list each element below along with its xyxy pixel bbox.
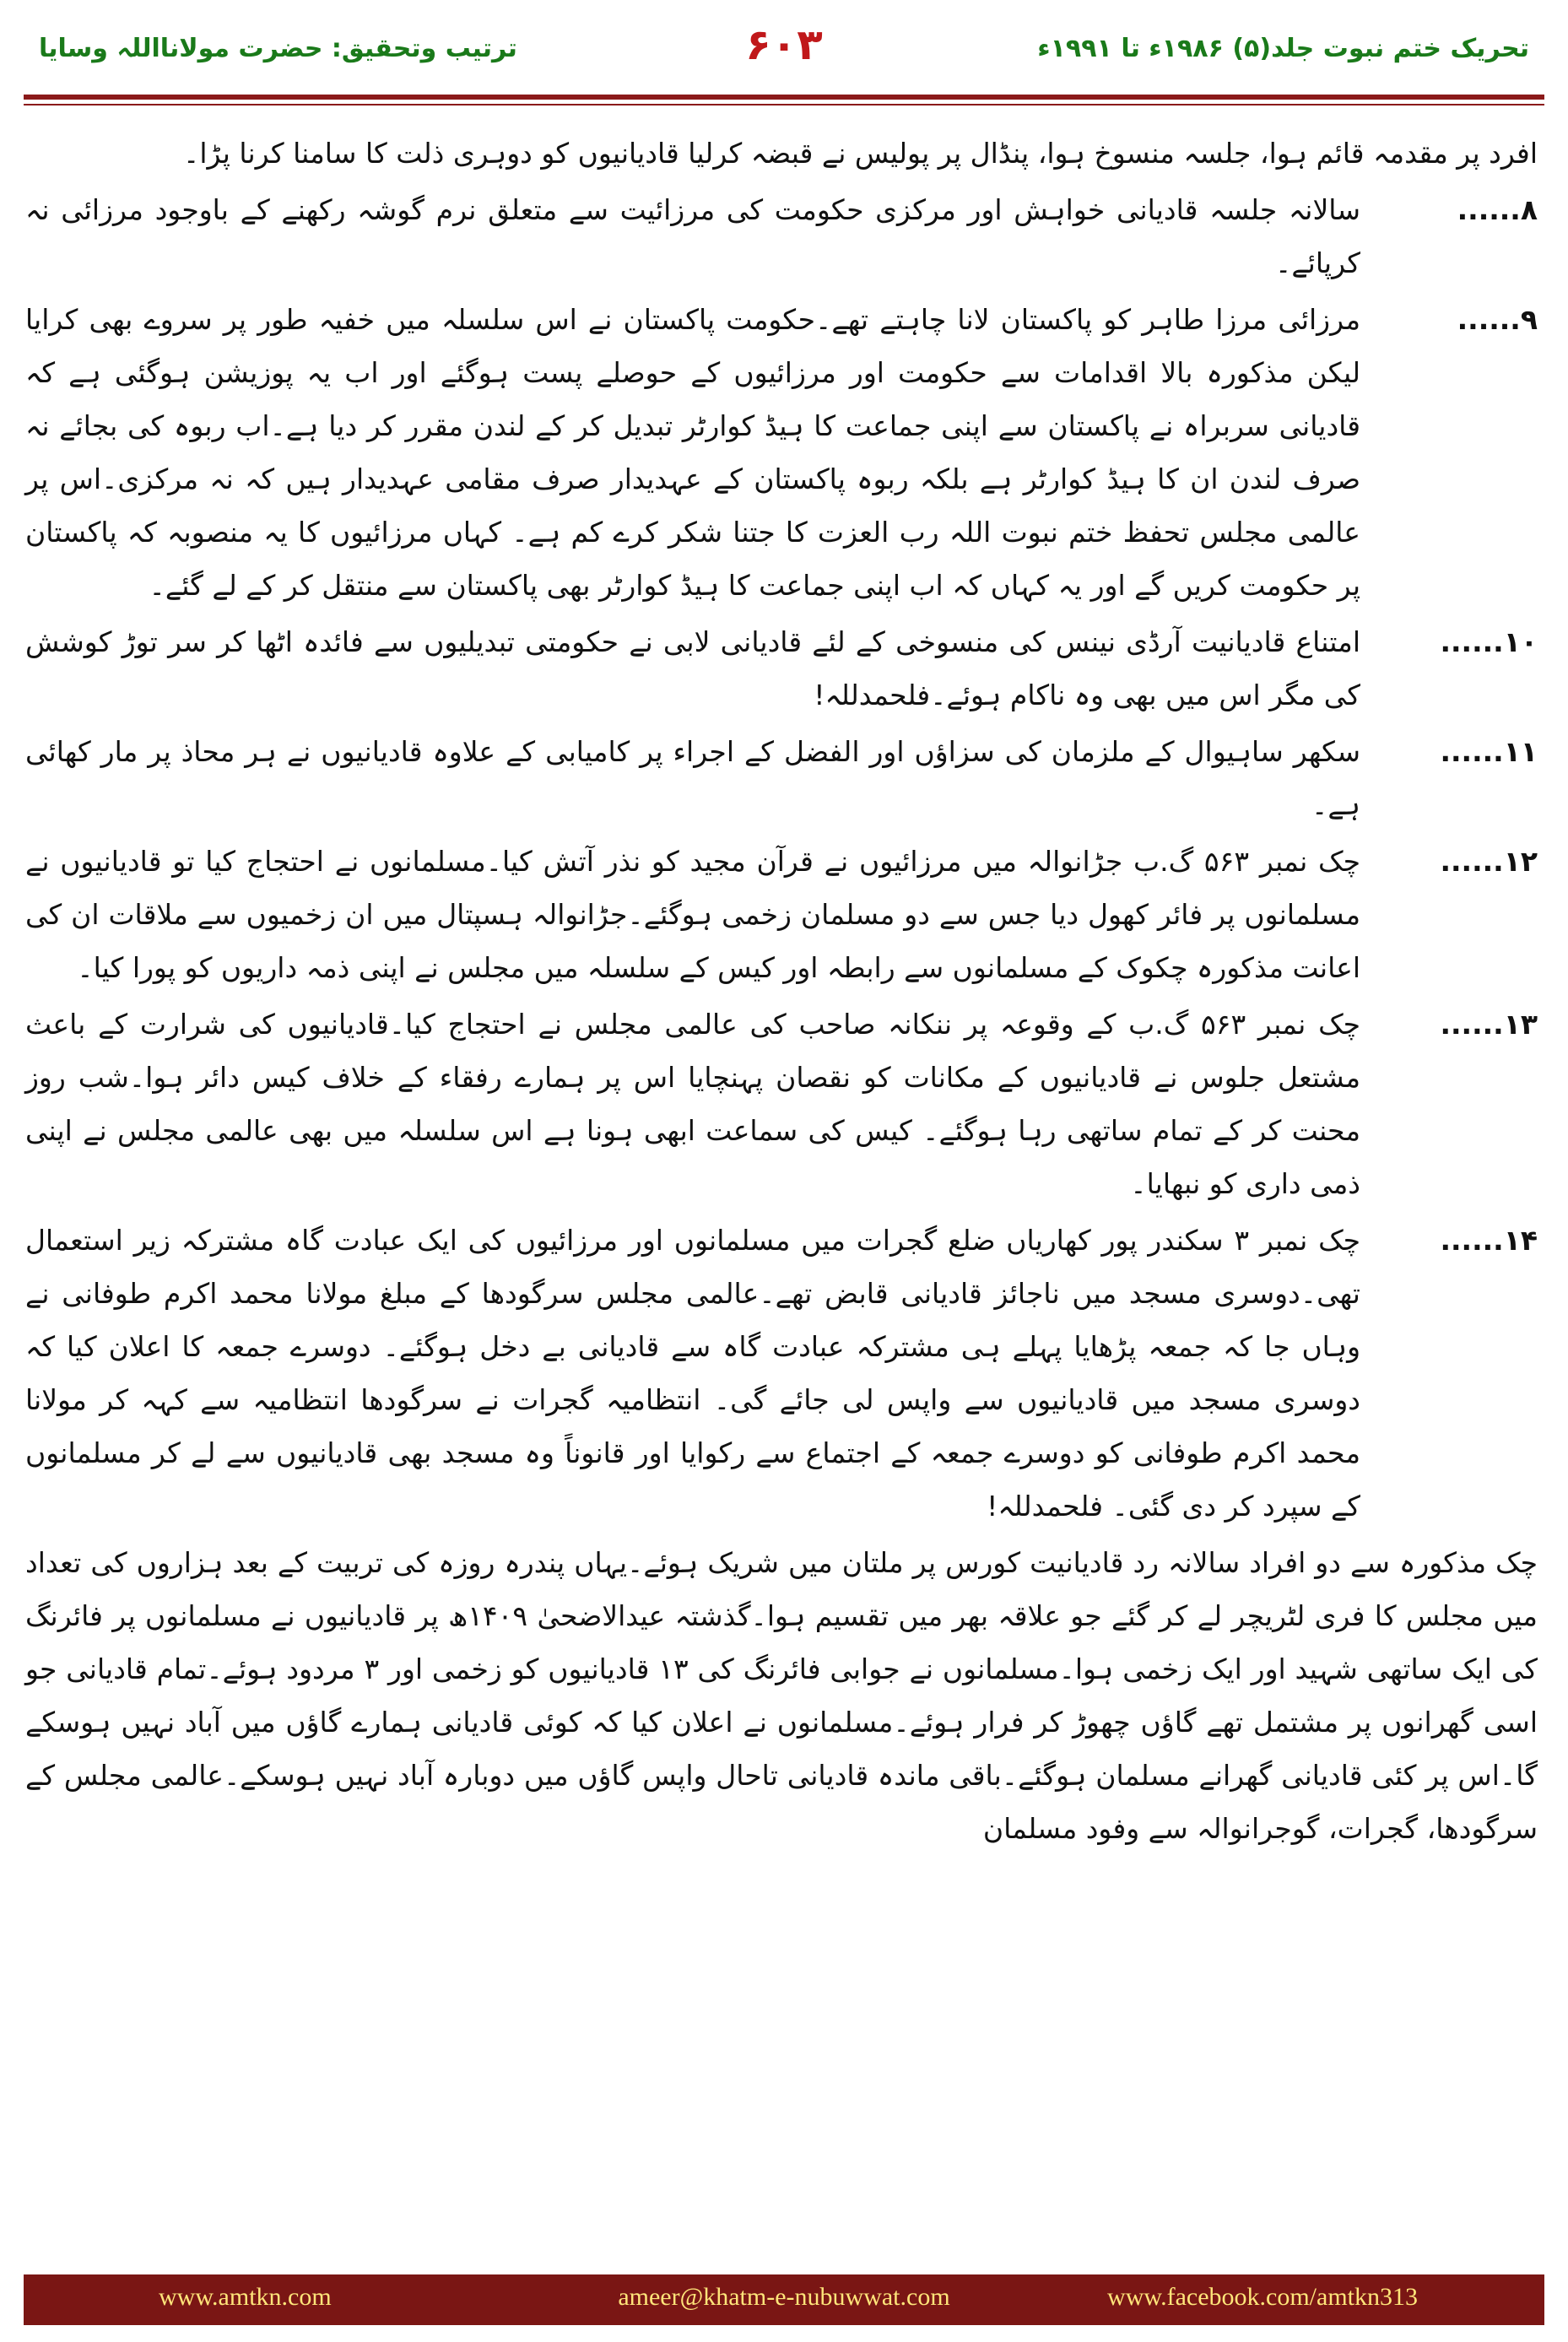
list-item-13 [25, 998, 1538, 1210]
paragraph-text: چک نمبر ۳ سکندر پور کھاریاں ضلع گجرات میں مسلمانوں اور مرزائیوں کی ایک عبادت گاہ مشترکہ زیر استعمال تھی۔دوسری مسجد میں ناجائز قادیانی قابض تھے۔عالمی مجلس سرگودھا کے مبلغ مولانا محمد اکرم طوفانی نے وہاں جا کہ جمعہ پڑھایا پہلے ہی مشترکہ عبادت گاہ سے قادیانی بے دخل ہوگئے۔ دوسرے جمعہ کا اعلان کیا کہ دوسری مسجد میں قادیانیوں سے واپس لی جائے گی۔ انتظامیہ گجرات نے سرگودھا انتظامیہ سے کہہ کر مولانا محمد اکرم طوفانی کو دوسرے جمعہ کے اجتماع سے رکوایا اور قانوناً وہ مسجد بھی قادیانیوں سے لے کر مسلمانوں کے سپرد کر دی گئی۔ فلحمدللہ! [25, 1224, 1360, 1523]
list-item-8 [25, 183, 1538, 289]
paragraph-text: چک نمبر ۵۶۳ گ.ب کے وقوعہ پر ننکانہ صاحب کی عالمی مجلس نے احتجاج کیا۔قادیانیوں کی شرارت کے باعث مشتعل جلوس نے قادیانیوں کے مکانات کو نقصان پہنچایا اس پر ہمارے رفقاء کے خلاف کیس دائر ہوا۔شب روز محنت کر کے تمام ساتھی رہا ہوگئے۔ کیس کی سماعت ابھی ہونا ہے اس سلسلہ میں بھی عالمی مجلس نے اپنی ذمی داری کو نبھایا۔ [25, 1008, 1361, 1200]
compiler-credit: ترتیب وتحقیق: حضرت مولانااللہ وسایا [39, 34, 517, 63]
paragraph-text: سکھر ساہیوال کے ملزمان کی سزاؤں اور الفضل کے اجراء پر کامیابی کے علاوہ قادیانیوں نے ہر محاذ پر مار کھائی ہے۔ [25, 735, 1360, 821]
paragraph-closing [25, 1536, 1538, 1855]
list-item-11 [25, 725, 1538, 831]
book-title: تحریک ختم نبوت جلد(۵) ۱۹۸۶ء تا ۱۹۹۱ء [1037, 34, 1529, 63]
item-number: ۱۱...... [1440, 735, 1538, 768]
item-number: ۸...... [1457, 193, 1538, 226]
paragraph-text: افرد پر مقدمہ قائم ہوا، جلسہ منسوخ ہوا، پنڈال پر پولیس نے قبضہ کرلیا قادیانیوں کو دوہری ذلت کا سامنا کرنا پڑا۔ [183, 137, 1538, 170]
list-item-14 [25, 1214, 1538, 1533]
page-footer [24, 2274, 1544, 2325]
paragraph-text: مرزائی مرزا طاہر کو پاکستان لانا چاہتے تھے۔حکومت پاکستان نے اس سلسلہ میں خفیہ طور پر سروے بھی کرایا لیکن مذکورہ بالا اقدامات سے حکومت اور مرزائیوں کے حوصلے پست ہوگئے اور اب یہ پوزیشن ہوگئی ہے کہ قادیانی سربراہ نے پاکستان سے اپنی جماعت کا ہیڈ کوارٹر تبدیل کر کے لندن مقرر کر دیا ہے۔اب ربوہ کی بجائے نہ صرف لندن ان کا ہیڈ کوارٹر ہے بلکہ ربوہ پاکستان کے عہدیدار صرف مقامی عہدیدار ہیں کہ نہ مرکزی۔اس پر عالمی مجلس تحفظ ختم نبوت اللہ رب العزت کا جتنا شکر کرے کم ہے۔ کہاں مرزائیوں کا یہ منصوبہ کہ پاکستان پر حکومت کریں گے اور یہ کہاں کہ اب اپنی جماعت کا ہیڈ کوارٹر بھی پاکستان سے منتقل کر کے لے گئے۔ [25, 303, 1360, 602]
item-number: ۱۳...... [1440, 1008, 1538, 1041]
website-link[interactable]: www.amtkn.com [159, 2283, 332, 2311]
item-number: ۱۴...... [1440, 1224, 1538, 1257]
header-rule [24, 95, 1544, 100]
item-number: ۹...... [1457, 303, 1538, 336]
paragraph-text: چک مذکورہ سے دو افراد سالانہ رد قادیانیت کورس پر ملتان میں شریک ہوئے۔یہاں پندرہ روزہ کی تربیت کے بعد ہزاروں کی تعداد میں مجلس کا فری لٹریچر لے کر گئے جو علاقہ بھر میں تقسیم ہوا۔گذشتہ عیدالاضحیٰ ۱۴۰۹ھ پر قادیانیوں نے مسلمانوں پر فائرنگ کی ایک ساتھی شہید اور ایک زخمی ہوا۔مسلمانوں نے جوابی فائرنگ کی ۱۳ قادیانیوں کو زخمی اور ۳ مردود ہوئے۔تمام قادیانی جو اسی گھرانوں پر مشتمل تھے گاؤں چھوڑ کر فرار ہوئے۔مسلمانوں نے اعلان کیا کہ کوئی قادیانی ہمارے گاؤں میں آباد نہیں ہوسکے گا۔اس پر کئی قادیانی گھرانے مسلمان ہوگئے۔باقی ماندہ قادیانی تاحال واپس گاؤں میں دوبارہ آباد نہیں ہوسکے۔عالمی مجلس کے سرگودھا، گجرات، گوجرانوالہ سے وفود مسلمان [25, 1546, 1538, 1845]
paragraph-text: امتناع قادیانیت آرڈی نینس کی منسوخی کے لئے قادیانی لابی نے حکومتی تبدیلیوں سے فائدہ اٹھا کر سر توڑ کوشش کی مگر اس میں بھی وہ ناکام ہوئے۔فلحمدللہ! [25, 625, 1360, 711]
paragraph-continuation [25, 127, 1538, 180]
list-item-10 [25, 615, 1538, 722]
list-item-9 [25, 293, 1538, 612]
item-number: ۱۰...... [1440, 625, 1538, 658]
page-body [25, 127, 1538, 2258]
paragraph-text: سالانہ جلسہ قادیانی خواہش اور مرکزی حکومت کی مرزائیت سے متعلق نرم گوشہ رکھنے کے باوجود مرزائی نہ کرپائے۔ [25, 193, 1360, 279]
page-number: ۶۰۳ [745, 20, 823, 69]
facebook-link[interactable]: www.facebook.com/amtkn313 [1107, 2283, 1418, 2311]
list-item-12 [25, 835, 1538, 994]
paragraph-text: چک نمبر ۵۶۳ گ.ب جڑانوالہ میں مرزائیوں نے قرآن مجید کو نذر آتش کیا۔مسلمانوں نے احتجاج کیا تو قادیانیوں نے مسلمانوں پر فائر کھول دیا جس سے دو مسلمان زخمی ہوگئے۔جڑانوالہ ہسپتال میں ان زخمیوں سے ملاقات ان کی اعانت مذکورہ چکوک کے مسلمانوں سے رابطہ اور کیس کے سلسلہ میں مجلس نے اپنی ذمہ داریوں کو پورا کیا۔ [25, 845, 1360, 984]
page-header [24, 0, 1544, 101]
header-rule-thin [24, 104, 1544, 105]
email-link[interactable]: ameer@khatm-e-nubuwwat.com [618, 2283, 950, 2311]
item-number: ۱۲...... [1440, 845, 1538, 878]
